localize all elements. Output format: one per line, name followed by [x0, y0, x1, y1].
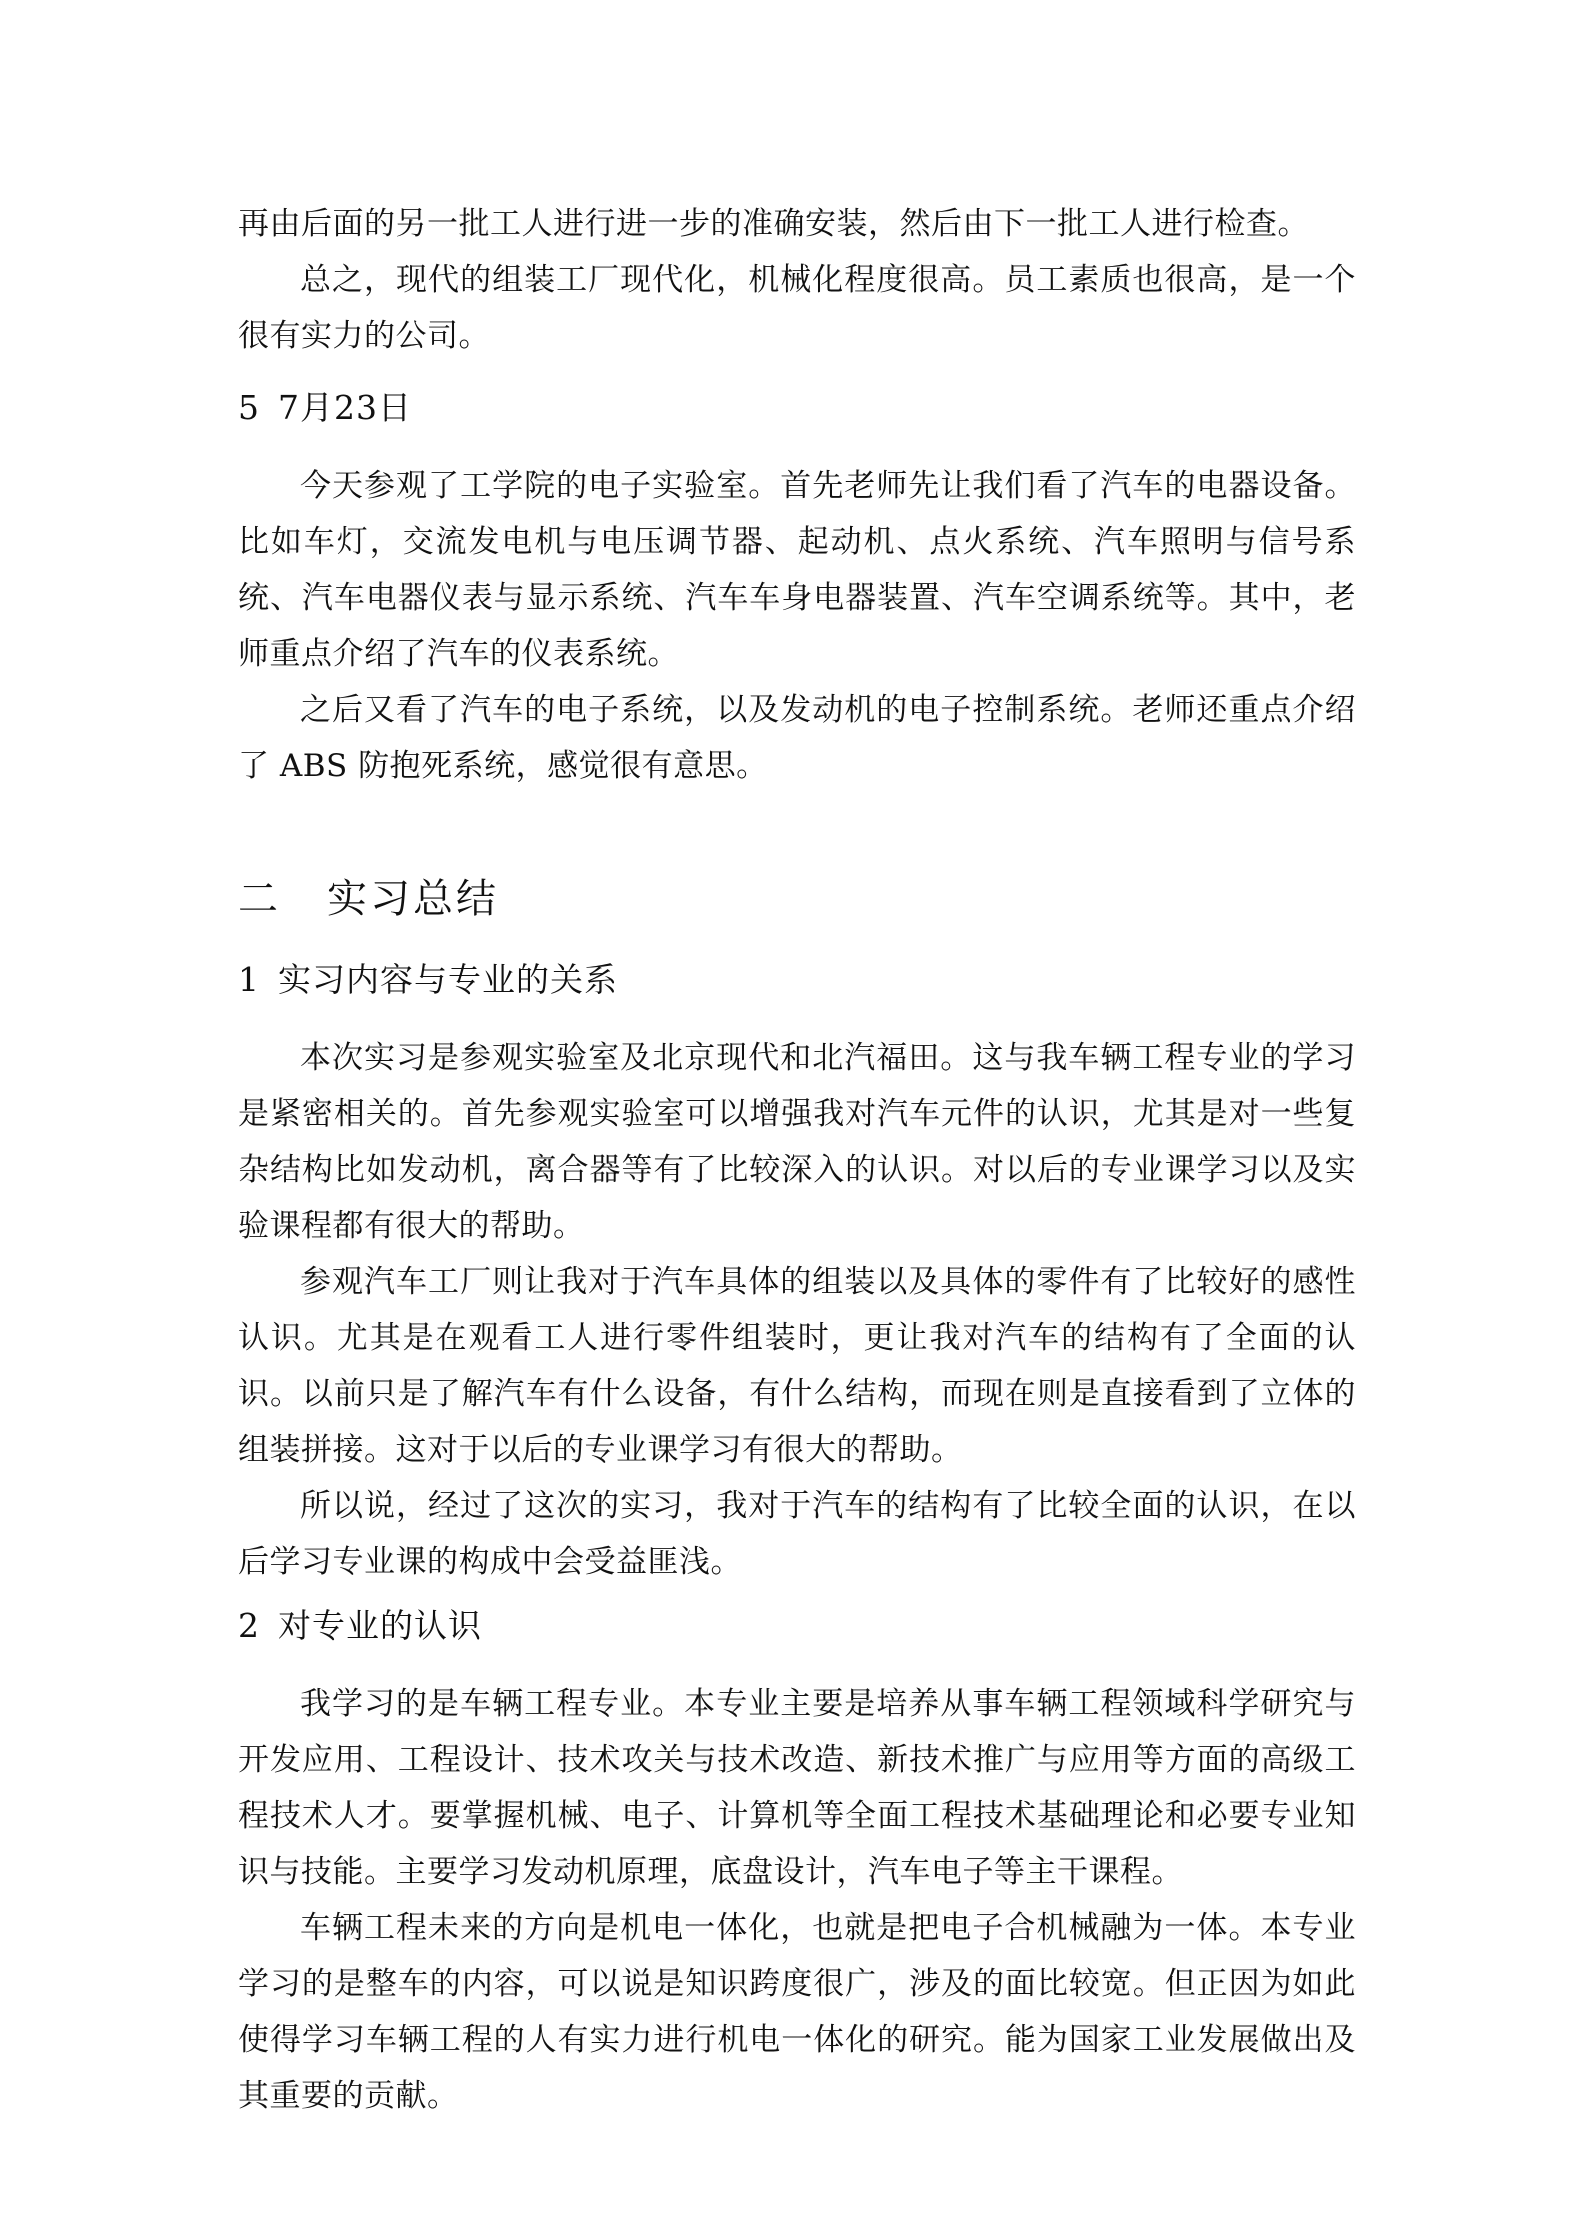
subsection-2-paragraph-1: 我学习的是车辆工程专业。本专业主要是培养从事车辆工程领域科学研究与开发应用、工程设计、技术攻关与技术改造、新技术推广与应用等方面的高级工程技术人才。要掌握机械、电子、计算机等全面工程技术基础理论和必要专业知识与技能。主要学习发动机原理，底盘设计，汽车电子等主干课程。 [238, 1686, 1356, 1890]
chapter-2-title: 实习总结 [327, 876, 499, 922]
subsection-1-number: 1 [238, 960, 260, 999]
subsection-2-heading [238, 1596, 1356, 1656]
subsection-2-paragraph-2: 车辆工程未来的方向是机电一体化，也就是把电子合机械融为一体。本专业学习的是整车的内容，可以说是知识跨度很广，涉及的面比较宽。但正因为如此使得学习车辆工程的人有实力进行机电一体化的研究。能为国家工业发展做出及其重要的贡献。 [238, 1910, 1356, 2114]
paragraph-top-1: 再由后面的另一批工人进行进一步的准确安装，然后由下一批工人进行检查。 [238, 206, 1309, 242]
chapter-2-heading [238, 864, 1356, 934]
subsection-1-heading [238, 950, 1356, 1010]
chapter-2-number: 二 [238, 876, 281, 922]
section-5-heading [238, 378, 1356, 438]
section-5-paragraph-1: 今天参观了工学院的电子实验室。首先老师先让我们看了汽车的电器设备。比如车灯，交流发电机与电压调节器、起动机、点火系统、汽车照明与信号系统、汽车电器仪表与显示系统、汽车车身电器装置、汽车空调系统等。其中，老师重点介绍了汽车的仪表系统。 [238, 468, 1356, 672]
document-body [238, 196, 1356, 2124]
paragraph-top-2: 总之，现代的组装工厂现代化，机械化程度很高。员工素质也很高，是一个很有实力的公司。 [238, 262, 1356, 354]
section-5-title: 7月23日 [278, 388, 412, 427]
section-5-paragraph-2: 之后又看了汽车的电子系统，以及发动机的电子控制系统。老师还重点介绍了 ABS 防抱死系统，感觉很有意思。 [238, 692, 1356, 784]
subsection-1-title: 实习内容与专业的关系 [278, 960, 618, 999]
subsection-1-paragraph-1: 本次实习是参观实验室及北京现代和北汽福田。这与我车辆工程专业的学习是紧密相关的。首先参观实验室可以增强我对汽车元件的认识，尤其是对一些复杂结构比如发动机，离合器等有了比较深入的认识。对以后的专业课学习以及实验课程都有很大的帮助。 [238, 1040, 1356, 1244]
section-5-number: 5 [238, 388, 260, 427]
subsection-1-paragraph-2: 参观汽车工厂则让我对于汽车具体的组装以及具体的零件有了比较好的感性认识。尤其是在观看工人进行零件组装时，更让我对汽车的结构有了全面的认识。以前只是了解汽车有什么设备，有什么结构，而现在则是直接看到了立体的组装拼接。这对于以后的专业课学习有很大的帮助。 [238, 1264, 1356, 1468]
subsection-2-number: 2 [238, 1606, 260, 1645]
subsection-1-paragraph-3: 所以说，经过了这次的实习，我对于汽车的结构有了比较全面的认识，在以后学习专业课的构成中会受益匪浅。 [238, 1488, 1356, 1580]
subsection-2-title: 对专业的认识 [278, 1606, 482, 1645]
